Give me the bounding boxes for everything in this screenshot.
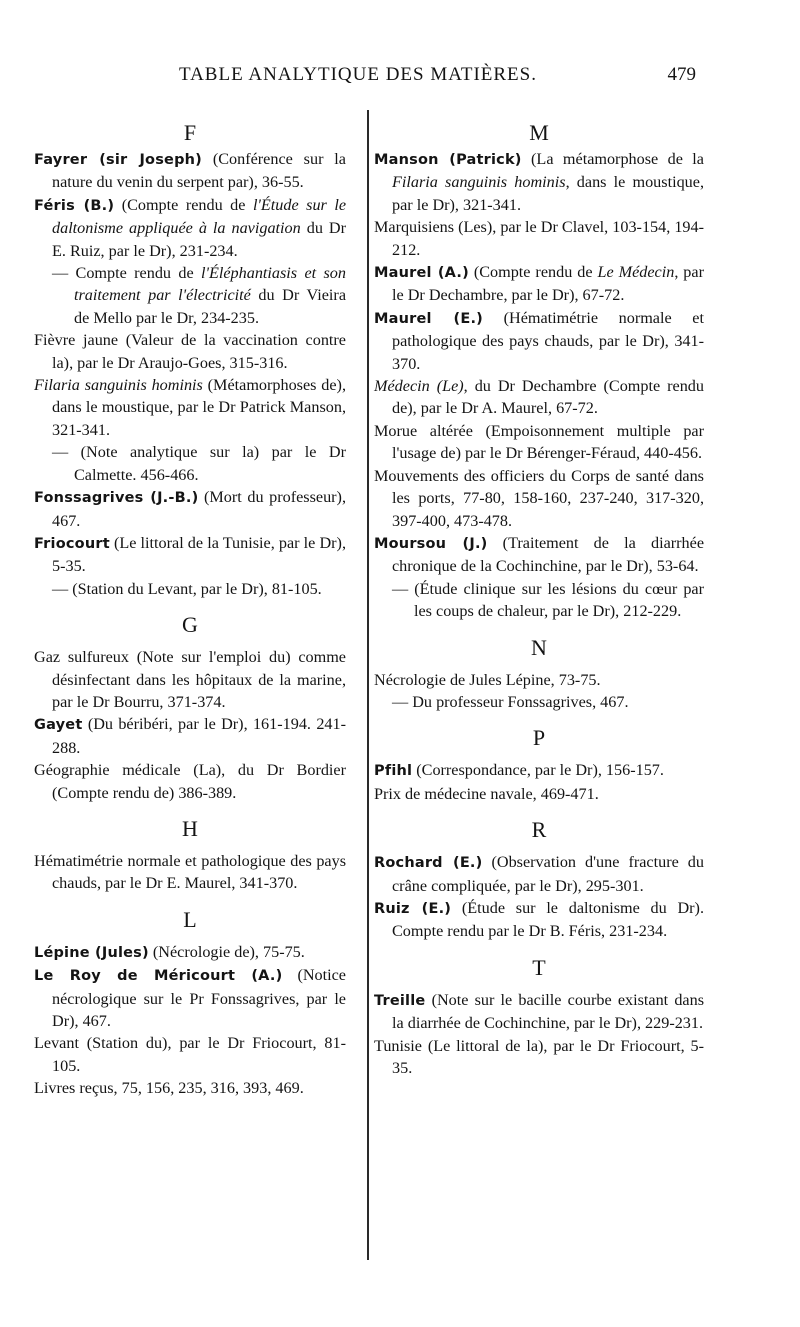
- page-number: 479: [667, 64, 696, 85]
- entry-text: Livres reçus, 75, 156, 235, 316, 393, 469.: [34, 1079, 304, 1098]
- index-entry: [374, 148, 704, 216]
- entry-heading: Pfihl: [374, 763, 413, 780]
- section-letter: N: [531, 634, 547, 660]
- entry-heading: Moursou (J.): [374, 535, 488, 552]
- left-column: [34, 118, 346, 1100]
- entry-text: — Du professeur Fonssagrives, 467.: [392, 692, 629, 711]
- entry-heading: Fayrer (sir Joseph): [34, 152, 202, 168]
- section-letter: G: [182, 612, 198, 638]
- index-entry: [374, 669, 704, 691]
- index-entry: [374, 851, 704, 897]
- entry-text: Hématimétrie normale et pathologique des pays chauds, par le Dr E. Maurel, 341-370.: [34, 851, 346, 893]
- entry-text: (Compte rendu de: [114, 195, 253, 214]
- index-entry: [374, 420, 704, 465]
- entry-text: Gaz sulfureux (Note sur l'emploi du) comme désinfectant dans les hôpitaux de la marine, par le Dr Bourru, 371-374.: [34, 648, 346, 711]
- entry-text: Géographie médicale (La), du Dr Bordier (Compte rendu de) 386-389.: [34, 761, 346, 802]
- section-letter: H: [182, 815, 198, 841]
- page-header: [28, 64, 696, 94]
- entry-title-italic: l'Éléphantiasis et son traitement par l'électricité: [74, 264, 346, 305]
- index-entry: [374, 989, 704, 1035]
- entry-text: (Nécrologie de), 75-75.: [148, 942, 305, 961]
- entry-text: (Mort du professeur), 467.: [52, 488, 346, 530]
- entry-text: du Dr E. Ruiz, par le Dr), 231-234.: [52, 219, 346, 260]
- entry-text: — (Étude clinique sur les lésions du cœur par les coups de chaleur, par le Dr), 212-229.: [392, 579, 704, 621]
- index-entry: [374, 691, 704, 713]
- section-letter: M: [529, 120, 549, 145]
- entry-text: — (Note analytique sur la) par le Dr Calmette. 456-466.: [52, 443, 346, 484]
- index-entry: [34, 759, 346, 804]
- entry-text: Nécrologie de Jules Lépine, 73-75.: [374, 670, 601, 689]
- section-letter: P: [532, 725, 546, 751]
- entry-text: (Compte rendu de: [468, 263, 598, 282]
- entry-text: — Compte rendu de: [52, 264, 202, 283]
- index-entry: [34, 713, 346, 759]
- entry-heading: Rochard (E.): [374, 855, 483, 872]
- section-letter: T: [532, 954, 546, 980]
- entry-text: (Observation d'une fracture du crâne compliquée, par le Dr), 295-301.: [392, 853, 704, 895]
- entry-title-italic: Filaria sanguinis hominis: [392, 173, 566, 192]
- entry-text: (La métamorphose de la: [521, 150, 704, 168]
- entry-text: (Correspondance, par le Dr), 156-157.: [412, 761, 664, 780]
- entry-title-italic: Médecin (Le): [374, 377, 464, 396]
- entry-text: Fièvre jaune (Valeur de la vaccination contre la), par le Dr Araujo-Goes, 315-316.: [34, 331, 346, 372]
- entry-heading: Gayet: [34, 717, 83, 734]
- index-entry: [34, 578, 346, 600]
- index-entry: [374, 578, 704, 623]
- index-entry: [34, 941, 346, 964]
- index-entry: [34, 194, 346, 262]
- index-entry: [34, 148, 346, 194]
- section-letter: L: [183, 906, 197, 932]
- index-entry: [374, 375, 704, 420]
- index-entry: [34, 850, 346, 895]
- index-entry: [34, 262, 346, 329]
- entry-heading: Treille: [374, 992, 426, 1009]
- index-entry: [34, 646, 346, 713]
- column-divider: [367, 110, 369, 1260]
- entry-heading: Le Roy de Méricourt (A.): [34, 968, 283, 985]
- running-title: TABLE ANALYTIQUE DES MATIÈRES.: [178, 64, 537, 85]
- index-entry: [34, 441, 346, 486]
- entry-text: — (Station du Levant, par le Dr), 81-105.: [52, 579, 322, 598]
- section-letter: R: [531, 817, 547, 843]
- index-entry: [374, 532, 704, 578]
- entry-title-italic: Le Médecin: [597, 263, 675, 282]
- index-entry: [374, 1035, 704, 1080]
- index-entry: [34, 374, 346, 441]
- entry-text: , par le Dr Dechambre, par le Dr), 67-72.: [392, 263, 704, 305]
- entry-text: Levant (Station du), par le Dr Friocourt, 81-105.: [34, 1034, 346, 1075]
- index-entry: [34, 532, 346, 578]
- entry-text: (Notice nécrologique sur le Pr Fonssagrives, par le Dr), 467.: [52, 966, 346, 1030]
- index-entry: [374, 759, 704, 782]
- index-entry: [374, 261, 704, 307]
- entry-heading: Maurel (A.): [374, 265, 469, 282]
- entry-heading: Manson (Patrick): [374, 152, 522, 168]
- entry-text: (Hématimétrie normale et pathologique des pays chauds, par le Dr), 341-370.: [392, 308, 704, 373]
- entry-text: Prix de médecine navale, 469-471.: [374, 784, 599, 803]
- entry-heading: Friocourt: [34, 535, 110, 552]
- entry-text: (Traitement de la diarrhée chronique de la Cochinchine, par le Dr), 53-64.: [392, 533, 705, 576]
- entry-heading: Fonssagrives (J.-B.): [34, 490, 199, 507]
- entry-heading: Lépine (Jules): [34, 944, 149, 961]
- entry-title-italic: Filaria sanguinis hominis: [34, 376, 203, 395]
- entry-text: (Le littoral de la Tunisie, par le Dr), 5-35.: [52, 533, 346, 576]
- entry-text: (Du béribéri, par le Dr), 161-194. 241-288.: [52, 715, 346, 757]
- entry-heading: Ruiz (E.): [374, 900, 452, 917]
- entry-text: Mouvements des officiers du Corps de santé dans les ports, 77-80, 158-160, 237-240, 317-320, 397-400, 473-478.: [374, 466, 704, 530]
- entry-text: , du Dr Dechambre (Compte rendu de), par le Dr A. Maurel, 67-72.: [392, 377, 704, 418]
- index-entry: [374, 783, 704, 805]
- entry-text: Tunisie (Le littoral de la), par le Dr Friocourt, 5-35.: [374, 1036, 704, 1077]
- entry-text: (Étude sur le daltonisme du Dr). Compte rendu par le Dr B. Féris, 231-234.: [392, 898, 704, 941]
- index-entry: [34, 329, 346, 374]
- index-entry: [34, 964, 346, 1032]
- index-entry: [374, 307, 704, 375]
- index-entry: [34, 1032, 346, 1077]
- entry-text: (Métamorphoses de), dans le moustique, par le Dr Patrick Manson, 321-341.: [52, 376, 346, 439]
- index-entry: [34, 486, 346, 532]
- entry-text: Marquisiens (Les), par le Dr Clavel, 103-154, 194-212.: [374, 218, 704, 259]
- entry-heading: Maurel (E.): [374, 310, 483, 327]
- section-letter: F: [183, 120, 197, 145]
- entry-text: Morue altérée (Empoisonnement multiple par l'usage de) par le Dr Bérenger-Féraud, 440-456.: [374, 421, 704, 463]
- entry-text: (Note sur le bacille courbe existant dans la diarrhée de Cochinchine, par le Dr), 229-231.: [392, 990, 704, 1033]
- index-entry: [374, 465, 704, 532]
- entry-text: (Conférence sur la nature du venin du serpent par), 36-55.: [52, 150, 346, 192]
- entry-title-italic: l'Étude sur le daltonisme appliquée à la navigation: [52, 195, 346, 238]
- entry-heading: Féris (B.): [34, 197, 115, 214]
- right-column: [374, 118, 704, 1079]
- index-entry: [374, 216, 704, 261]
- entry-text: , dans le moustique, par le Dr), 321-341.: [392, 173, 704, 214]
- index-entry: [34, 1077, 346, 1099]
- entry-text: du Dr Vieira de Mello par le Dr, 234-235.: [74, 286, 346, 327]
- index-entry: [374, 897, 704, 943]
